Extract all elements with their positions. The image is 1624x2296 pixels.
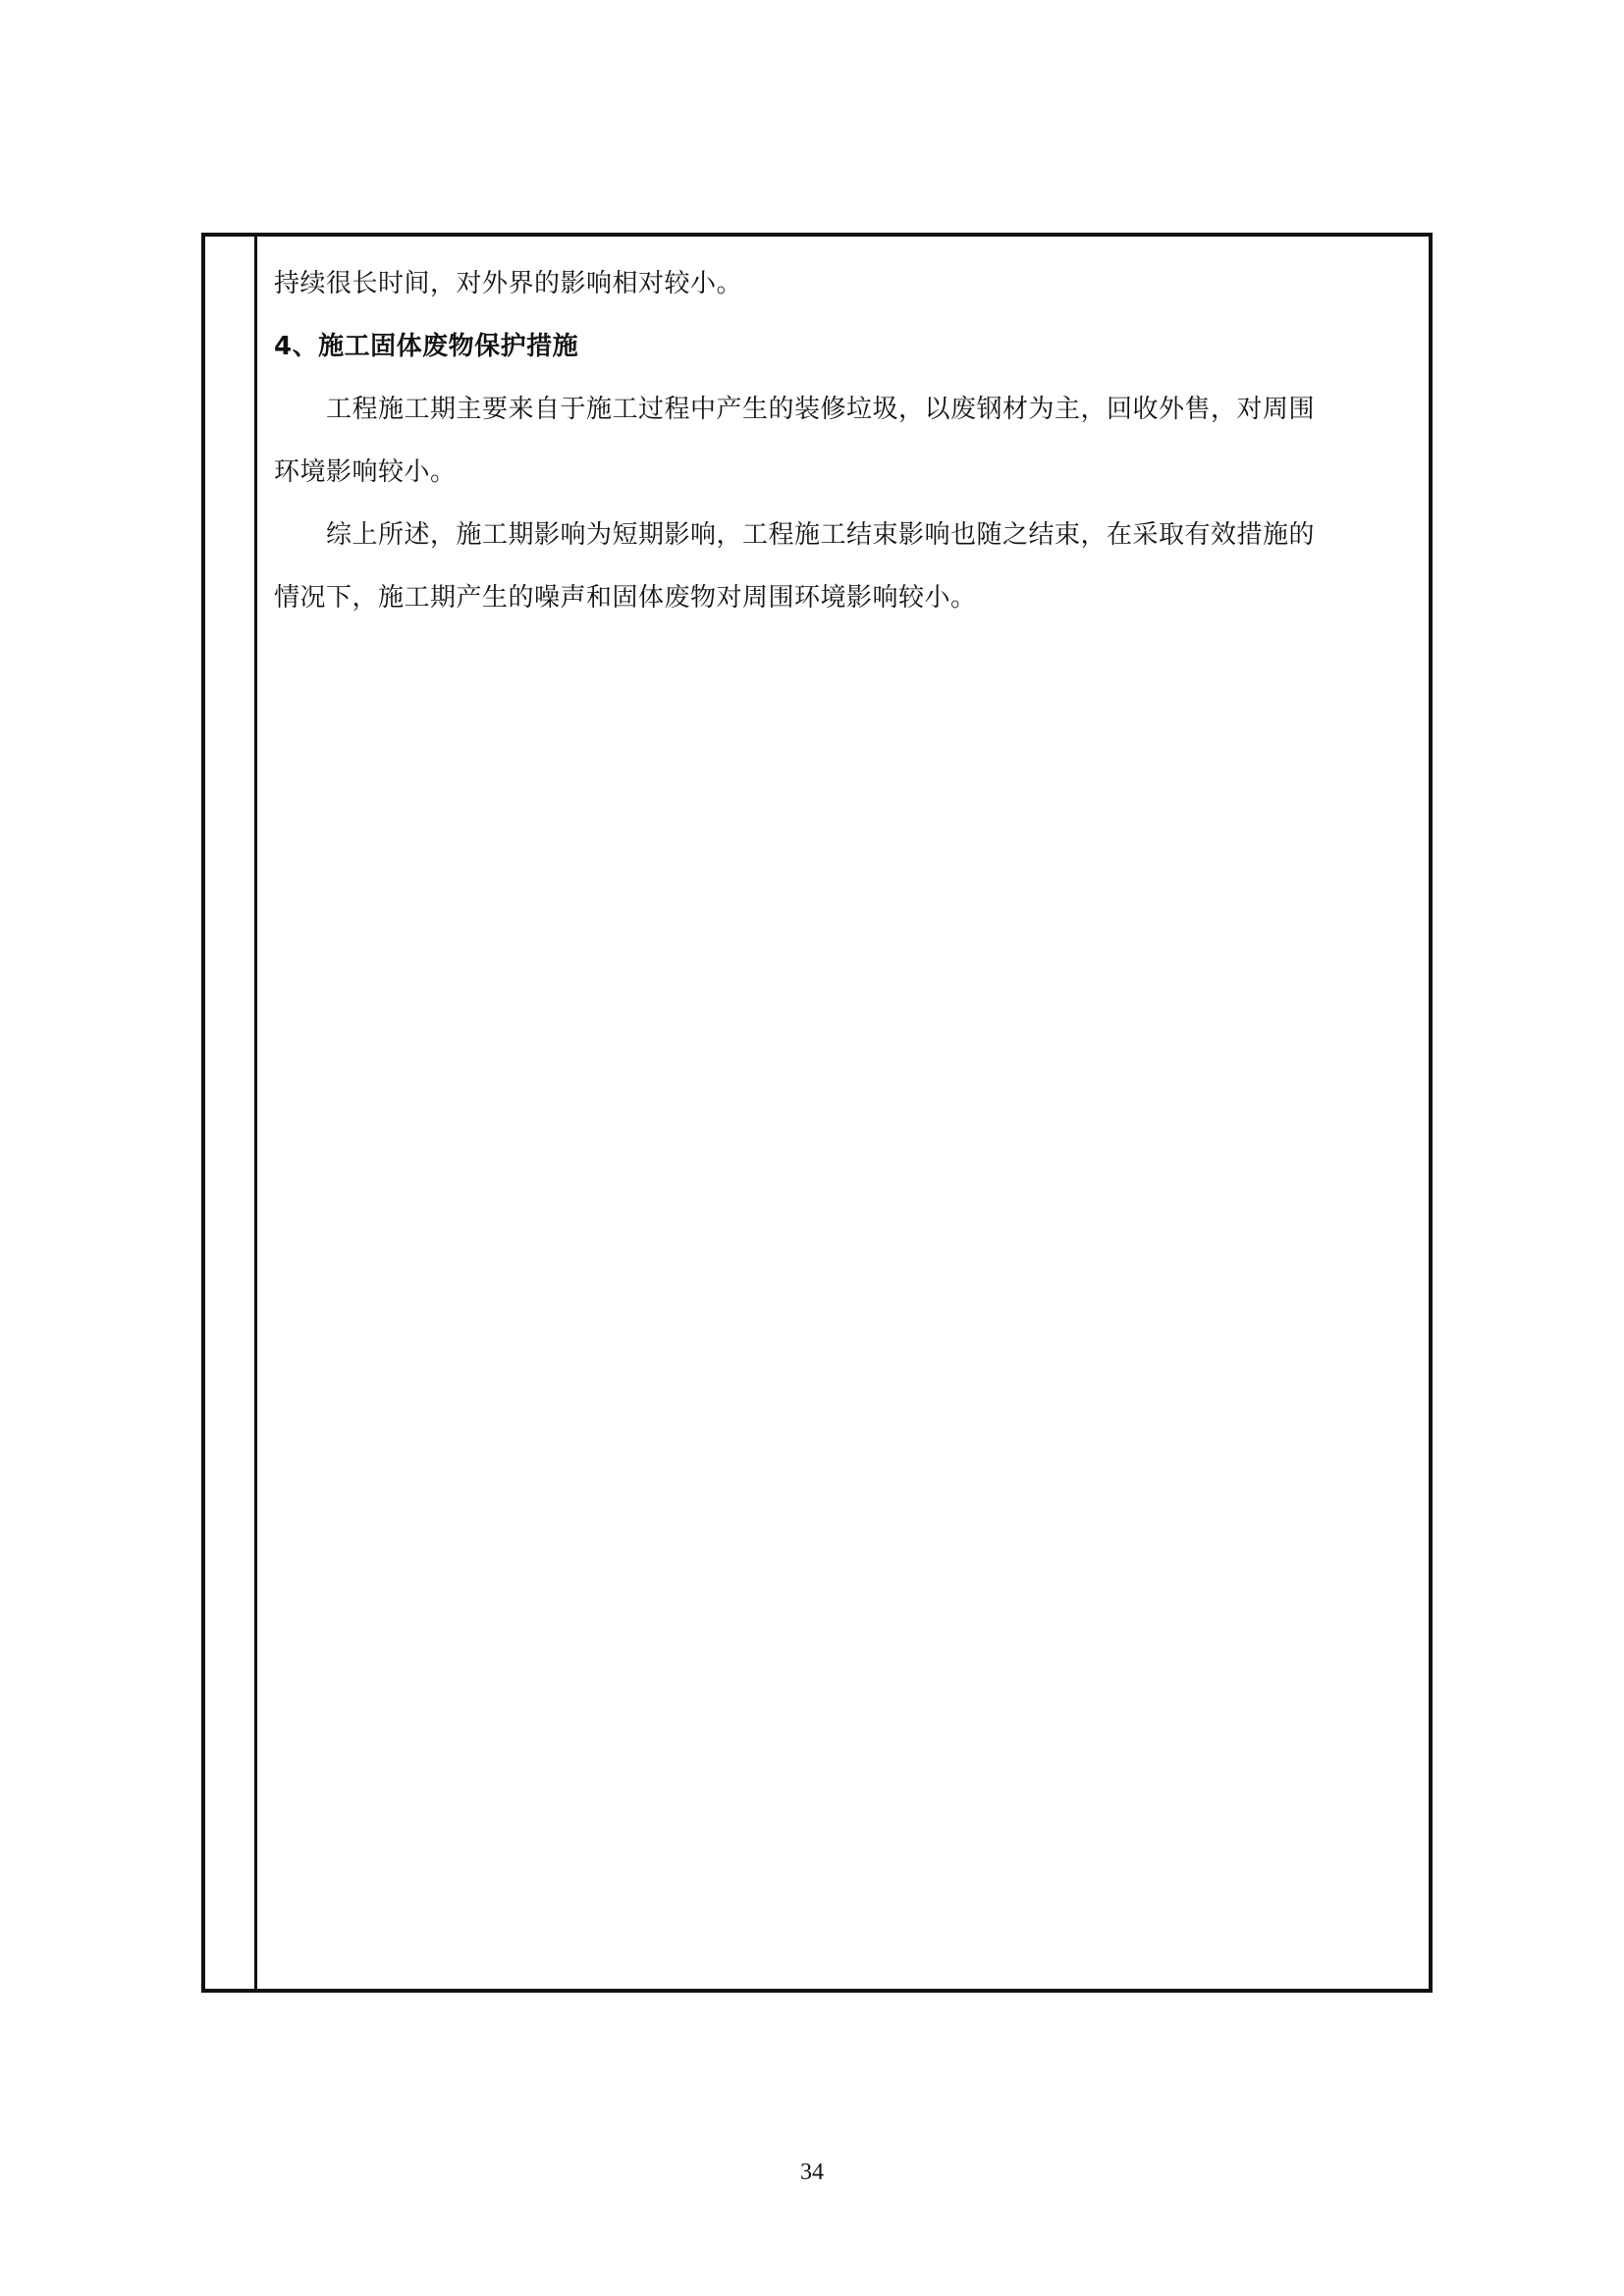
table-label-column bbox=[205, 237, 257, 1989]
summary-paragraph-line: 情况下，施工期产生的噪声和固体废物对周围环境影响较小。 bbox=[274, 583, 977, 613]
table-content-cell bbox=[274, 252, 1421, 629]
page-number: 34 bbox=[800, 2160, 824, 2185]
report-table bbox=[201, 233, 1433, 1993]
section-heading: 4、施工固体废物保护措施 bbox=[274, 332, 579, 361]
summary-paragraph-line: 综上所述，施工期影响为短期影响，工程施工结束影响也随之结束，在采取有效措施的 bbox=[326, 520, 1316, 550]
paragraph-continuation-line: 持续很长时间，对外界的影响相对较小。 bbox=[274, 269, 743, 298]
paragraph-line: 环境影响较小。 bbox=[274, 457, 457, 487]
paragraph-line: 工程施工期主要来自于施工过程中产生的装修垃圾，以废钢材为主，回收外售，对周围 bbox=[326, 395, 1316, 424]
